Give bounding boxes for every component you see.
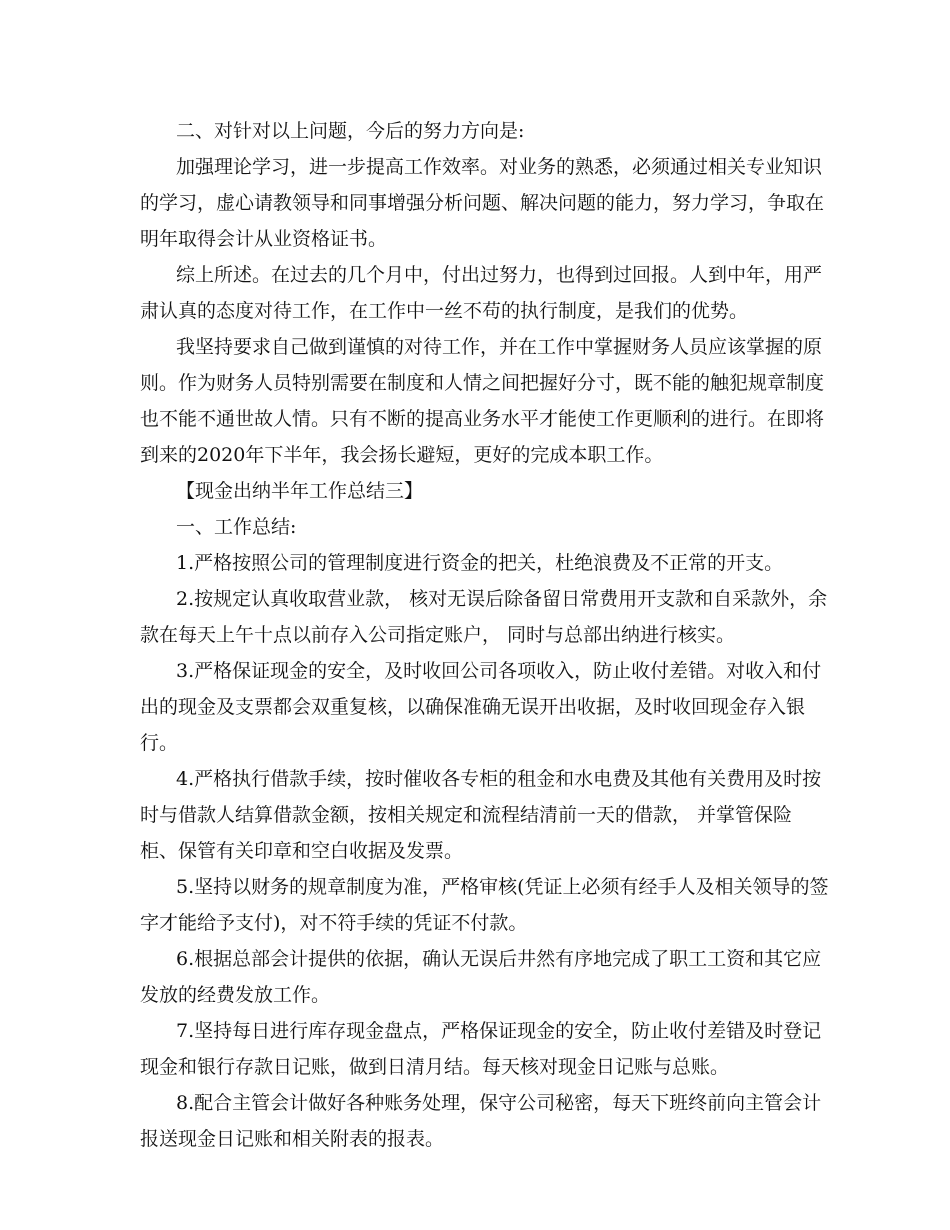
- list-item: 4.严格执行借款手续，按时催收各专柜的租金和水电费及其他有关费用及时按时与借款人结算借款金额，按相关规定和流程结清前一天的借款， 并掌管保险柜、保管有关印章和空白收据及发票。: [140, 768, 822, 862]
- section-heading: 二、对针对以上问题，今后的努力方向是:: [176, 120, 525, 142]
- paragraph: 我坚持要求自己做到谨慎的对待工作，并在工作中掌握财务人员应该掌握的原则。作为财务人员特别需要在制度和人情之间把握好分寸，既不能的触犯规章制度也不能不通世故人情。只有不断的提高业务水平才能使工作更顺利的进行。在即将到来的2020年下半年，我会扬长避短，更好的完成本职工作。: [140, 336, 825, 466]
- document-body: [140, 113, 830, 1157]
- list-item: 6.根据总部会计提供的依据，确认无误后井然有序地完成了职工工资和其它应发放的经费发放工作。: [140, 948, 822, 1006]
- paragraph: 综上所述。在过去的几个月中，付出过努力，也得到过回报。人到中年，用严肃认真的态度对待工作，在工作中一丝不苟的执行制度，是我们的优势。: [140, 264, 823, 322]
- list-item: 8.配合主管会计做好各种账务处理，保守公司秘密，每天下班终前向主管会计报送现金日记账和相关附表的报表。: [140, 1092, 822, 1150]
- paragraph: 加强理论学习，进一步提高工作效率。对业务的熟悉，必须通过相关专业知识的学习，虚心请教领导和同事增强分析问题、解决问题的能力，努力学习，争取在明年取得会计从业资格证书。: [140, 156, 825, 250]
- section-heading: 一、工作总结:: [176, 516, 297, 538]
- section-title: 【现金出纳半年工作总结三】: [176, 480, 424, 502]
- list-item: 3.严格保证现金的安全，及时收回公司各项收入，防止收付差错。对收入和付出的现金及支票都会双重复核，以确保准确无误开出收据，及时收回现金存入银行。: [140, 660, 822, 754]
- list-item: 2.按规定认真收取营业款， 核对无误后除备留日常费用开支款和自采款外，余款在每天上午十点以前存入公司指定账户， 同时与总部出纳进行核实。: [140, 588, 828, 646]
- list-item: 1.严格按照公司的管理制度进行资金的把关，杜绝浪费及不正常的开支。: [176, 552, 784, 574]
- list-item: 5.坚持以财务的规章制度为准，严格审核(凭证上必须有经手人及相关领导的签字才能给予支付)，对不符手续的凭证不付款。: [140, 876, 829, 934]
- list-item: 7.坚持每日进行库存现金盘点，严格保证现金的安全，防止收付差错及时登记现金和银行存款日记账，做到日清月结。每天核对现金日记账与总账。: [140, 1020, 822, 1078]
